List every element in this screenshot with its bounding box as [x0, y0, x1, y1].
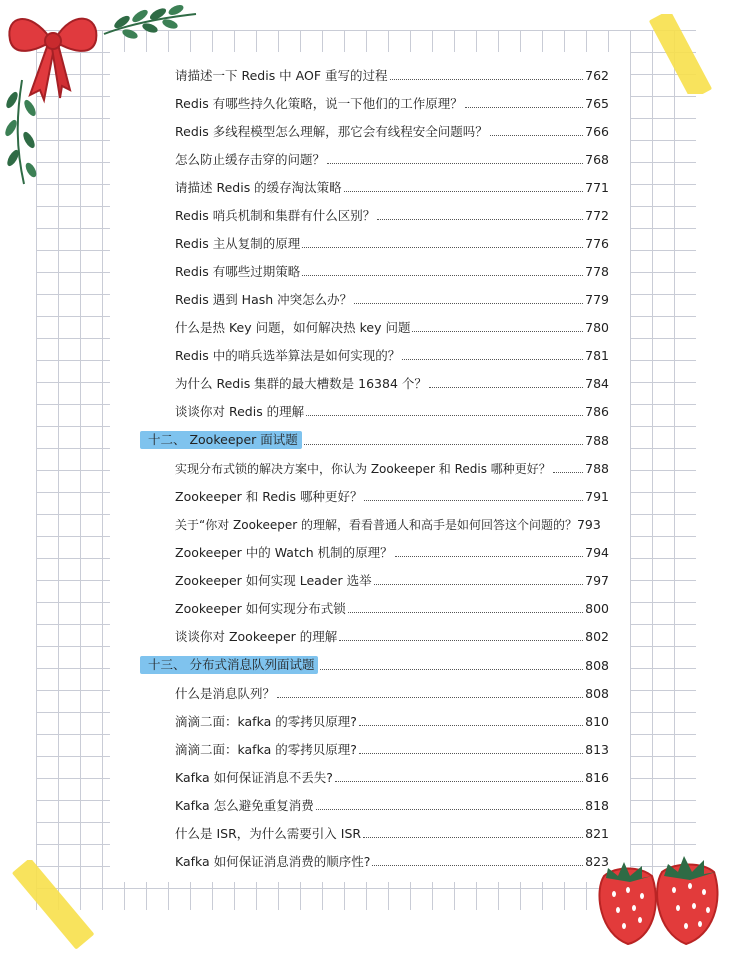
leader-dots: [465, 107, 583, 108]
toc-entry[interactable]: [175, 736, 609, 758]
toc-entry-title: Zookeeper 和 Redis 哪种更好？: [175, 489, 363, 504]
toc-entry[interactable]: [175, 370, 609, 392]
toc-page-number: 778: [585, 264, 609, 279]
toc-page-number: 810: [585, 714, 609, 729]
toc-entry-title: 滴滴二面：kafka 的零拷贝原理?: [175, 714, 357, 729]
toc-entry[interactable]: [175, 455, 609, 477]
toc-entry[interactable]: [175, 258, 609, 280]
leader-dots: [327, 163, 583, 164]
toc-page-number: 762: [585, 68, 609, 83]
toc-page-number: 802: [585, 629, 609, 644]
toc-entry-title: 关于“你对 Zookeeper 的理解，看看普通人和高手是如何回答这个问题的？: [175, 518, 577, 532]
toc-section-heading[interactable]: [140, 652, 609, 674]
leader-dots: [306, 415, 583, 416]
toc-entry[interactable]: [175, 792, 609, 814]
toc-page-number: 823: [585, 854, 609, 869]
toc-entry-title: Redis 多线程模型怎么理解，那它会有线程安全问题吗？: [175, 124, 488, 139]
toc-page-number: 794: [585, 545, 609, 560]
toc-entry[interactable]: [175, 286, 609, 308]
leader-dots: [348, 612, 583, 613]
toc-entry[interactable]: [175, 174, 609, 196]
toc-section-heading[interactable]: [140, 427, 609, 449]
toc-entry-title: 谈谈你对 Zookeeper 的理解: [175, 629, 338, 644]
leader-dots: [344, 191, 583, 192]
leader-dots: [374, 584, 584, 585]
toc-entry[interactable]: [175, 146, 609, 168]
leader-dots: [490, 135, 583, 136]
leader-dots: [429, 387, 583, 388]
leader-dots: [339, 640, 583, 641]
toc-entry[interactable]: [175, 595, 609, 617]
toc-page-number: 784: [585, 376, 609, 391]
toc-entry[interactable]: [175, 539, 609, 561]
toc-entry-title: 请描述 Redis 的缓存淘汰策略: [175, 180, 342, 195]
toc-entry-title: 实现分布式锁的解决方案中，你认为 Zookeeper 和 Redis 哪种更好？: [175, 462, 551, 476]
toc-page-number: 793: [576, 517, 601, 532]
toc-entry-title: Redis 遇到 Hash 冲突怎么办？: [175, 292, 353, 307]
leader-dots: [359, 753, 583, 754]
toc-entry[interactable]: [175, 90, 609, 112]
leader-dots: [335, 781, 583, 782]
toc-entry-title: 请描述一下 Redis 中 AOF 重写的过程: [175, 68, 388, 83]
toc-entry-title: Zookeeper 如何实现分布式锁: [175, 601, 346, 616]
leader-dots: [363, 837, 583, 838]
toc-page-number: 808: [585, 658, 609, 673]
toc-entry-title: Redis 主从复制的原理: [175, 236, 301, 251]
toc-entry[interactable]: [175, 62, 609, 84]
leader-dots: [377, 219, 583, 220]
toc-entry-title: 什么是热 Key 问题，如何解决热 key 问题: [175, 320, 411, 335]
leader-dots: [364, 500, 583, 501]
toc-page-number: 772: [585, 208, 609, 223]
leader-dots: [320, 669, 583, 670]
toc-page-number: 788: [585, 433, 609, 448]
leader-dots: [372, 865, 583, 866]
leader-dots: [412, 331, 583, 332]
leader-dots: [304, 444, 583, 445]
toc-page-number: 776: [585, 236, 609, 251]
leader-dots: [390, 79, 584, 80]
toc-entry[interactable]: [175, 764, 609, 786]
leader-dots: [354, 303, 583, 304]
toc-page-number: 768: [585, 152, 609, 167]
toc-entry-title: 什么是 ISR，为什么需要引入 ISR: [175, 826, 362, 841]
toc-page-number: 800: [585, 601, 609, 616]
toc-entry[interactable]: [175, 398, 609, 420]
toc-page-number: 780: [585, 320, 609, 335]
toc-entry-title: Kafka 如何保证消息消费的顺序性?: [175, 854, 371, 869]
toc-page-number: 771: [585, 180, 609, 195]
leader-dots: [302, 275, 583, 276]
toc-entry-title: 怎么防止缓存击穿的问题？: [175, 152, 326, 167]
leader-dots: [316, 809, 583, 810]
toc-entry[interactable]: [175, 314, 609, 336]
toc-entry[interactable]: [175, 202, 609, 224]
toc-entry[interactable]: [175, 230, 609, 252]
toc-entry[interactable]: [175, 511, 631, 533]
leader-dots: [395, 556, 584, 557]
toc-entry-title: Redis 有哪些过期策略: [175, 264, 301, 279]
toc-entry[interactable]: [175, 708, 609, 730]
toc-entry-title: Zookeeper 如何实现 Leader 选举: [175, 573, 372, 588]
toc-entry[interactable]: [175, 848, 609, 870]
toc-entry-title: Kafka 怎么避免重复消费: [175, 798, 314, 813]
toc-page-number: 786: [585, 404, 609, 419]
toc-page-number: 797: [585, 573, 609, 588]
leader-dots: [277, 697, 583, 698]
toc-page-number: 816: [585, 770, 609, 785]
toc-entry[interactable]: [175, 820, 609, 842]
toc-entry[interactable]: [175, 680, 609, 702]
toc-entry-title: 为什么 Redis 集群的最大槽数是 16384 个？: [175, 376, 427, 391]
toc-entry-title: Zookeeper 中的 Watch 机制的原理？: [175, 545, 393, 560]
toc-page-number: 821: [585, 826, 609, 841]
toc-page-number: 781: [585, 348, 609, 363]
toc-page-number: 818: [585, 798, 609, 813]
leader-dots: [359, 725, 583, 726]
toc-entry-title: 滴滴二面：kafka 的零拷贝原理?: [175, 742, 357, 757]
toc-page-number: 808: [585, 686, 609, 701]
toc-entry-title: Redis 哨兵机制和集群有什么区别？: [175, 208, 376, 223]
toc-entry[interactable]: [175, 483, 609, 505]
toc-page-number: 788: [585, 461, 609, 476]
toc-entry-title: 什么是消息队列？: [175, 686, 276, 701]
leader-dots: [302, 247, 583, 248]
toc-entry-title: 谈谈你对 Redis 的理解: [175, 404, 305, 419]
leader-dots: [402, 359, 583, 360]
toc-page-number: 765: [585, 96, 609, 111]
toc-entry-title: Kafka 如何保证消息不丢失?: [175, 770, 333, 785]
toc-entry[interactable]: [175, 567, 609, 589]
toc-entry[interactable]: [175, 623, 609, 645]
toc-entry[interactable]: [175, 342, 609, 364]
toc-entry[interactable]: [175, 118, 609, 140]
toc-page-number: 779: [585, 292, 609, 307]
toc-page-number: 766: [585, 124, 609, 139]
toc-entry-title: Redis 有哪些持久化策略，说一下他们的工作原理？: [175, 96, 463, 111]
toc-page-number: 813: [585, 742, 609, 757]
toc-entry-title: Redis 中的哨兵选举算法是如何实现的？: [175, 348, 401, 363]
toc-section-title: 十二、 Zookeeper 面试题: [140, 431, 302, 449]
toc-section-title: 十三、 分布式消息队列面试题: [140, 656, 318, 674]
toc-page-number: 791: [585, 489, 609, 504]
leader-dots: [553, 472, 583, 473]
